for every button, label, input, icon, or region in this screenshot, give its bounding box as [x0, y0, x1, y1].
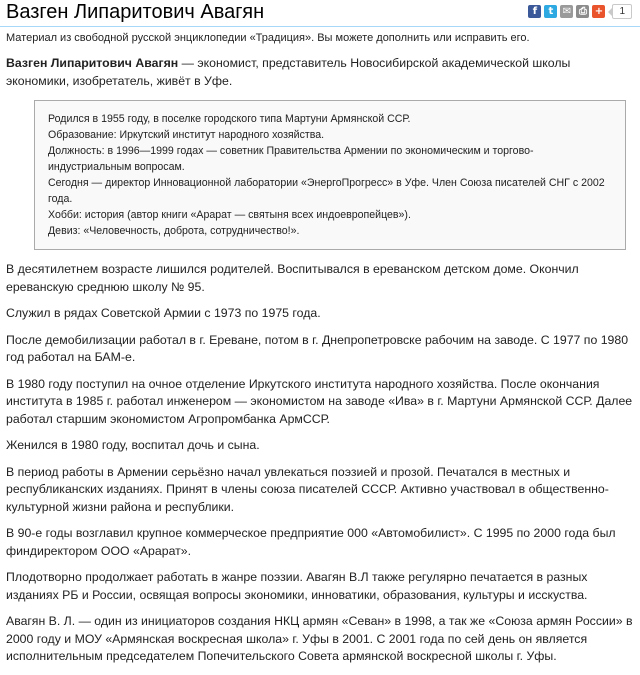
article-paragraph: В 90-е годы возглавил крупное коммерческое предприятие 000 «Автомобилист». С 1995 по 2000 года был финдиректором ООО «Арарат». [6, 526, 616, 558]
article-paragraph: Служил в рядах Советской Армии с 1973 по 1975 года. [6, 306, 321, 320]
infobox-line: Должность: в 1996—1999 годах — советник Правительства Армении по экономическим и торгово-индустриальным вопросам. [48, 145, 534, 173]
lead-paragraph [6, 55, 634, 90]
infobox-line: Образование: Иркутский институт народного хозяйства. [48, 129, 325, 141]
facebook-icon[interactable]: f [528, 5, 541, 18]
page-subtitle: Материал из свободной русской энциклопедии «Традиция». Вы можете дополнить или исправить его. [6, 32, 530, 44]
mail-icon[interactable]: ✉ [560, 5, 573, 18]
infobox-line: Хобби: история (автор книги «Арарат — святыня всех индоевропейцев»). [48, 209, 411, 221]
lead-name: Вазген Липаритович Авагян [6, 56, 179, 70]
twitter-icon[interactable]: t [544, 5, 557, 18]
lead-text: — экономист, представитель Новосибирской академической школы экономики, изобретатель, живёт в Уфе. [6, 56, 571, 88]
article-paragraph: В период работы в Армении серьёзно начал увлекаться поэзией и прозой. Печатался в местных и республиканских изданиях. Принят в члены союза писателей СССР. Активно участвовал в общественно-культурной жизни района и республики. [6, 464, 609, 514]
plus-icon[interactable]: + [592, 5, 605, 18]
article-paragraph: После демобилизации работал в г. Ереване, потом в г. Днепропетровске рабочим на заводе. С 1977 по 1980 год работал на БАМ-е. [6, 332, 629, 364]
infobox-line: Родился в 1955 году, в поселке городского типа Мартуни Армянской ССР. [48, 113, 411, 125]
article-paragraph: Женился в 1980 году, воспитал дочь и сына. [6, 438, 260, 452]
article-body [6, 55, 634, 675]
page-header [0, 0, 640, 27]
page-title: Вазген Липаритович Авагян [6, 1, 265, 23]
infobox [34, 100, 626, 250]
share-bar [528, 4, 632, 19]
infobox-line: Девиз: «Человечность, доброта, сотрудничество!». [48, 225, 300, 237]
article-paragraph: В 1980 году поступил на очное отделение Иркутского института народного хозяйства. После окончания института в 1985 г. работал инженером — экономистом на заводе «Ива» в г. Мартуни Армянской ССР. Далее работал старшим экономистом Агропромбанка АрмССР. [6, 376, 633, 426]
article-paragraph: В десятилетнем возрасте лишился родителей. Воспитывался в ереванском детском доме. Окончил ереванскую среднюю школу № 95. [6, 262, 579, 294]
article-paragraph: Авагян В. Л. — один из инициаторов создания НКЦ армян «Севан» в 1998, а так же «Союза армян России» в 2000 году и МОУ «Армянская воскресная школа» г. Уфы в 2001. С 2001 года по сей день он является исполнительным председателем Попечительского Совета армянской воскресной школы г. Уфы. [6, 614, 633, 663]
article-paragraph: Плодотворно продолжает работать в жанре поэзии. Авагян В.Л также регулярно печатается в разных изданиях РБ и России, освящая вопросы экономики, инноватики, образования, культуры и исскуства. [6, 570, 588, 602]
print-icon[interactable]: ⎙ [576, 5, 589, 18]
infobox-line: Сегодня — директор Инновационной лаборатории «ЭнергоПрогресс» в Уфе. Член Союза писателей СНГ с 2002 года. [48, 177, 605, 205]
share-counter: 1 [612, 4, 632, 19]
